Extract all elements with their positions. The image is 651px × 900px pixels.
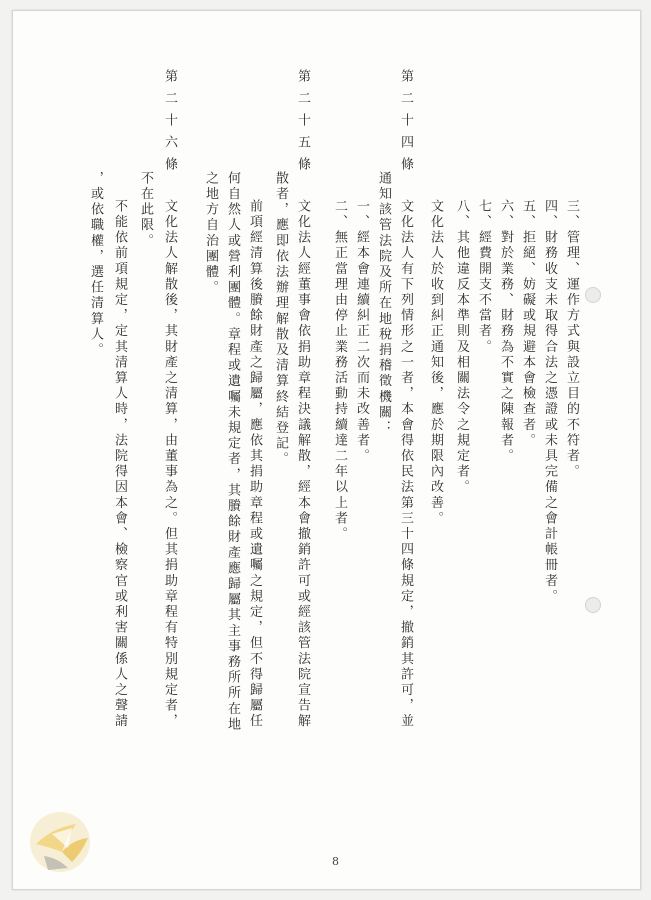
text-column-9: 文化法人有下列情形之一者，本會得依民法第三十四條規定，撤銷其許可，並 [398,199,413,730]
text-column-1: 三、管理、運作方式與設立目的不符者。 [564,199,579,480]
page-number: 8 [332,855,339,868]
text-column-7: 文化法人於收到糾正通知後，應於期限內改善。 [428,199,443,527]
text-column-15: 散者，應即依法辦理解散及清算終結登記。 [273,171,288,468]
text-column-10: 通知該管法院及所在地稅捐稽徵機關： [376,171,391,437]
binder-hole-bottom [585,597,601,613]
text-column-5: 七、經費開支不當者。 [476,199,491,355]
text-column-21: 不在此限。 [138,171,153,249]
text-column-11: 一、經本會連續糾正二次而未改善者。 [354,199,369,465]
text-column-16: 前項經清算後賸餘財產之歸屬，應依其捐助章程或遺囑之規定，但不得歸屬任 [247,199,262,730]
text-column-14: 文化法人經董事會依捐助章程決議解散，經本會撤銷許可或經該管法院宣告解 [295,199,310,730]
document-page [12,10,641,890]
article-heading-26: 第二十六條 [162,69,177,179]
text-column-4: 六、對於業務、財務為不實之陳報者。 [498,199,513,465]
text-column-6: 八、其他違反本準則及相關法令之規定者。 [454,199,469,496]
text-column-2: 四、財務收支未取得合法之憑證或未具完備之會計帳冊者。 [542,199,557,605]
binder-hole-top [585,287,601,303]
text-column-12: 二、無正當理由停止業務活動持續達二年以上者。 [332,199,347,543]
article-heading-25: 第二十五條 [295,69,310,179]
article-heading-24: 第二十四條 [398,69,413,179]
archive-logo-watermark [22,798,102,878]
text-column-17: 何自然人或營利團體。章程或遺囑未規定者，其賸餘財產應歸屬其主事務所所在地 [225,171,240,733]
text-column-22: 不能依前項規定，定其清算人時，法院得因本會、檢察官或利害關係人之聲請 [112,199,127,730]
text-column-20: 文化法人解散後，其財產之清算，由董事為之。但其捐助章程有特別規定者， [162,199,177,730]
text-column-23: ，或依職權，選任清算人。 [88,171,103,359]
text-column-18: 之地方自治團體。 [203,171,218,296]
text-column-3: 五、拒絕、妨礙或規避本會檢查者。 [520,199,535,449]
